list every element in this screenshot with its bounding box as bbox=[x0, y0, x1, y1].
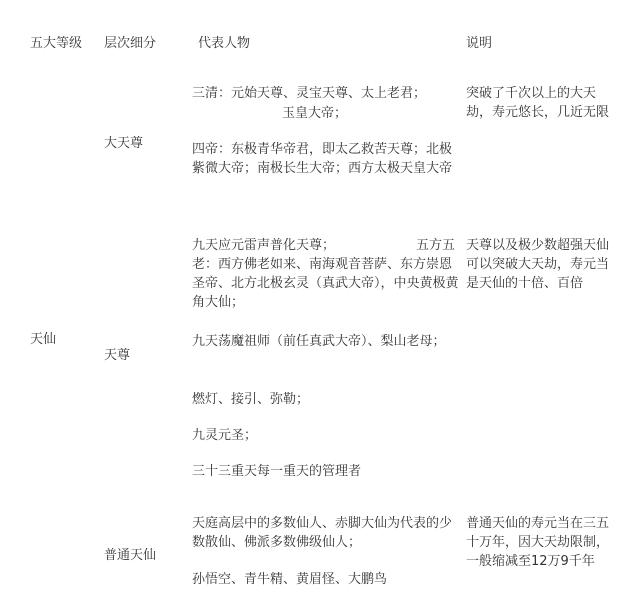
header-note: 说明 bbox=[466, 36, 493, 51]
level-cell: 天仙 bbox=[30, 332, 57, 347]
note-cell-1: 突破了千次以上的大天劫，寿元悠长，几近无限 bbox=[466, 86, 610, 120]
people-entry: 四帝：东极青华帝君，即太乙救苦天尊；北极紫微大帝；南极长生大帝；西方太极天皇大帝 bbox=[192, 142, 453, 176]
people-entry: 天庭高层中的多数仙人、赤脚大仙为代表的少数散仙、佛派多数佛级仙人； bbox=[192, 516, 453, 550]
header-sub: 层次细分 bbox=[104, 36, 157, 51]
people-entry: 九天应元雷声普化天尊； bbox=[192, 238, 336, 253]
people-entry: 九灵元圣； bbox=[192, 428, 258, 443]
header-level: 五大等级 bbox=[30, 36, 83, 51]
note-cell-3: 普通天仙的寿元当在三五十万年，因大天劫限制，一般缩减至12万9千年 bbox=[466, 516, 610, 569]
sub-cell-2: 天尊 bbox=[104, 348, 131, 363]
sub-cell-1: 大天尊 bbox=[104, 136, 144, 151]
people-entry: 九天荡魔祖师（前任真武大帝）、梨山老母； bbox=[192, 334, 446, 349]
note-cell-2: 天尊以及极少数超强天仙可以突破大天劫，寿元当是天仙的十倍、百倍 bbox=[466, 238, 610, 291]
people-entry: 三清：元始天尊、灵宝天尊、太上老君； bbox=[192, 86, 427, 101]
sub-cell-3: 普通天仙 bbox=[104, 548, 157, 563]
people-entry: 玉皇大帝； bbox=[282, 106, 348, 121]
people-entry: 孙悟空、青牛精、黄眉怪、大鹏鸟 bbox=[192, 572, 388, 587]
header-people: 代表人物 bbox=[198, 36, 251, 51]
people-entry: 三十三重天每一重天的管理者 bbox=[192, 464, 362, 479]
people-entry: 燃灯、接引、弥勒； bbox=[192, 392, 310, 407]
people-entry: 五方五老：西方佛老如来、南海观音菩萨、东方崇恩圣帝、北方北极玄灵（真武大帝），中央黄极黄角大仙； bbox=[192, 238, 459, 310]
